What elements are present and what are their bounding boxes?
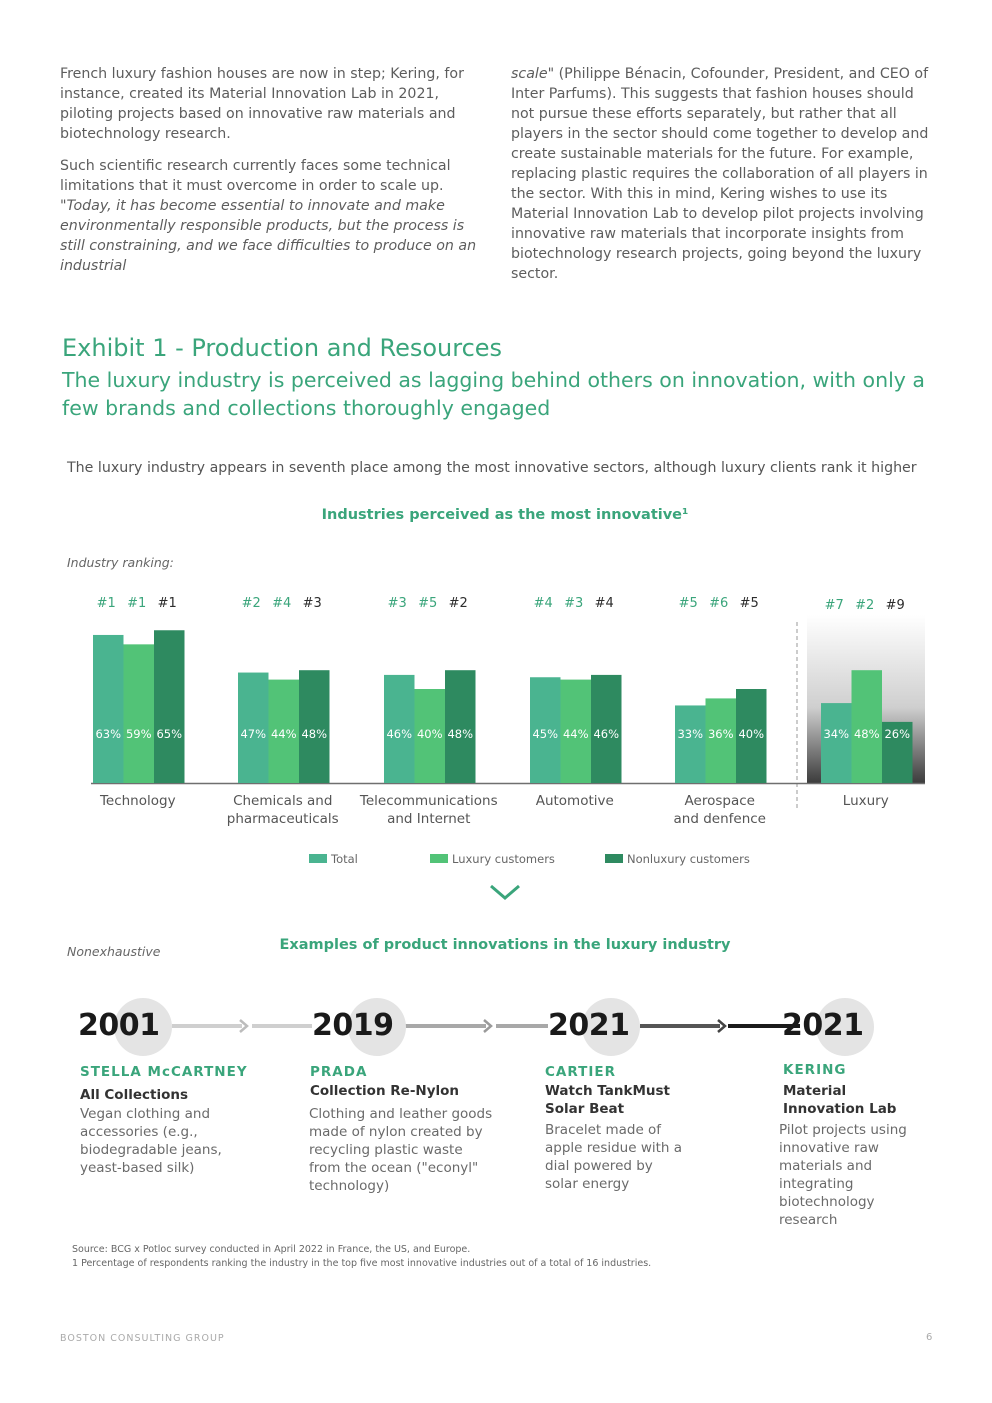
exhibit-intro: The luxury industry appears in seventh place among the most innovative sectors, although luxury clients rank it higher bbox=[67, 460, 917, 476]
bar-value-label: 47% bbox=[240, 727, 267, 741]
bar bbox=[821, 703, 852, 783]
bar-value-label: 46% bbox=[593, 727, 620, 741]
timeline-year: 2019 bbox=[312, 1008, 394, 1043]
exhibit-subtitle: The luxury industry is perceived as lagging behind others on innovation, with only a few brands and collections thoroughly engaged bbox=[62, 368, 925, 420]
rank-label: #5 bbox=[739, 596, 759, 611]
legend-total: Total bbox=[309, 852, 358, 866]
category-label: and denfence bbox=[673, 811, 766, 827]
intro-paragraph-3: scale" (Philippe Bénacin, Cofounder, President, and CEO of Inter Parfums). This suggests that fashion houses should not pursue these efforts separately, but rather that all players in the sector should come together to develop and create sustainable materials for the future. For example, replacing plastic requires the collaboration of all players in the sector. With this in mind, Kering wishes to use its Material Innovation Lab to develop pilot projects involving innovative raw materials that incorporate insights from biotechnology research projects, going beyond the luxury sector. bbox=[511, 66, 929, 282]
quote-text: "Today, it has become essential to innovate and make environmentally responsible products, but the process is still constraining, and we face difficulties to produce on an industrial bbox=[60, 198, 477, 274]
timeline-collection: Collection Re-Nylon bbox=[310, 1083, 460, 1099]
timeline-brand: KERING bbox=[783, 1062, 847, 1078]
category-label: Technology bbox=[99, 793, 176, 809]
bar-value-label: 33% bbox=[677, 727, 704, 741]
timeline-title: Examples of product innovations in the luxury industry bbox=[279, 937, 731, 953]
intro-right-column bbox=[511, 64, 936, 296]
timeline-description: Pilot projects using innovative raw materials and integrating biotechnology research bbox=[779, 1122, 907, 1228]
rank-label: #1 bbox=[157, 596, 177, 611]
timeline-collection: Watch TankMust Solar Beat bbox=[545, 1083, 670, 1117]
timeline-year: 2021 bbox=[548, 1008, 630, 1043]
bar-value-label: 34% bbox=[823, 727, 850, 741]
legend-swatch bbox=[605, 854, 623, 863]
timeline-description: Vegan clothing and accessories (e.g., biodegradable jeans, yeast-based silk) bbox=[80, 1106, 222, 1176]
rank-label: #5 bbox=[418, 596, 438, 611]
bar-value-label: 44% bbox=[562, 727, 589, 741]
exhibit-title: Exhibit 1 - Production and Resources bbox=[62, 334, 503, 362]
category-label: pharmaceuticals bbox=[226, 811, 339, 827]
bar bbox=[675, 705, 706, 783]
rank-label: #4 bbox=[594, 596, 614, 611]
legend-luxury-customers: Luxury customers bbox=[430, 852, 555, 866]
rank-label: #4 bbox=[533, 596, 553, 611]
bar-value-label: 63% bbox=[95, 727, 122, 741]
ranking-label: Industry ranking: bbox=[67, 555, 174, 570]
category-label: Automotive bbox=[535, 793, 614, 809]
bar-value-label: 44% bbox=[270, 727, 297, 741]
bar-value-label: 48% bbox=[853, 727, 880, 741]
rank-label: #7 bbox=[824, 598, 844, 613]
bar-value-label: 65% bbox=[156, 727, 183, 741]
rank-label: #5 bbox=[678, 596, 698, 611]
rank-label: #3 bbox=[387, 596, 407, 611]
intro-left-column bbox=[60, 64, 485, 276]
category-label: Luxury bbox=[842, 793, 889, 809]
bar-value-label: 40% bbox=[738, 727, 765, 741]
timeline-collection: All Collections bbox=[80, 1087, 188, 1103]
page-number: 6 bbox=[926, 1332, 933, 1343]
timeline-description: Clothing and leather goods made of nylon created by recycling plastic waste from the ocean ("econyl" technology) bbox=[309, 1106, 493, 1194]
bar bbox=[154, 630, 185, 783]
footer-company: BOSTON CONSULTING GROUP bbox=[60, 1333, 225, 1344]
bar-value-label: 40% bbox=[416, 727, 443, 741]
rank-label: #2 bbox=[855, 598, 875, 613]
bar-value-label: 36% bbox=[707, 727, 734, 741]
legend-swatch bbox=[430, 854, 448, 863]
nonexhaustive-note: Nonexhaustive bbox=[67, 944, 161, 959]
timeline-year: 2021 bbox=[782, 1008, 864, 1043]
legend-swatch bbox=[309, 854, 327, 863]
bar bbox=[124, 644, 155, 783]
bar-value-label: 59% bbox=[125, 727, 152, 741]
bar-chart bbox=[0, 580, 992, 840]
timeline-year: 2001 bbox=[78, 1008, 160, 1043]
timeline-description: Bracelet made of apple residue with a dial powered by solar energy bbox=[545, 1122, 683, 1192]
bar-value-label: 48% bbox=[447, 727, 474, 741]
rank-label: #1 bbox=[127, 596, 147, 611]
category-label: and Internet bbox=[387, 811, 471, 827]
bar-value-label: 45% bbox=[532, 727, 559, 741]
chart-title: Industries perceived as the most innovative¹ bbox=[321, 507, 689, 523]
category-label: Aerospace bbox=[684, 793, 755, 809]
rank-label: #6 bbox=[709, 596, 729, 611]
bar-value-label: 26% bbox=[884, 727, 911, 741]
category-label: Telecommunications bbox=[359, 793, 498, 809]
rank-label: #3 bbox=[564, 596, 584, 611]
source-note: Source: BCG x Potloc survey conducted in April 2022 in France, the US, and Europe. 1 Percentage of respondents ranking the industry in the top five most innovative industries out of a total of 16 industries. bbox=[72, 1244, 652, 1269]
chevron-down-icon bbox=[488, 880, 522, 904]
rank-label: #1 bbox=[96, 596, 116, 611]
timeline-brand: PRADA bbox=[310, 1064, 368, 1080]
rank-label: #3 bbox=[302, 596, 322, 611]
legend-nonluxury-customers: Nonluxury customers bbox=[605, 852, 750, 866]
bar bbox=[93, 635, 124, 783]
timeline-brand: STELLA McCARTNEY bbox=[80, 1064, 248, 1080]
rank-label: #4 bbox=[272, 596, 292, 611]
timeline-collection: Material Innovation Lab bbox=[783, 1083, 897, 1117]
intro-paragraph-1: French luxury fashion houses are now in step; Kering, for instance, created its Material Innovation Lab in 2021, piloting projects based on innovative raw materials and biotechnology research. bbox=[60, 66, 464, 142]
rank-label: #2 bbox=[241, 596, 261, 611]
bar-value-label: 48% bbox=[301, 727, 328, 741]
rank-label: #2 bbox=[448, 596, 468, 611]
bar-value-label: 46% bbox=[386, 727, 413, 741]
rank-label: #9 bbox=[885, 598, 905, 613]
timeline-brand: CARTIER bbox=[545, 1064, 616, 1080]
intro-paragraph-2: Such scientific research currently faces some technical limitations that it must overcome in order to scale up. "Today, it has become essential to innovate and make environmentally responsible products, but the process is still constraining, and we face difficulties to produce on an industrial bbox=[60, 158, 477, 274]
category-label: Chemicals and bbox=[233, 793, 333, 809]
